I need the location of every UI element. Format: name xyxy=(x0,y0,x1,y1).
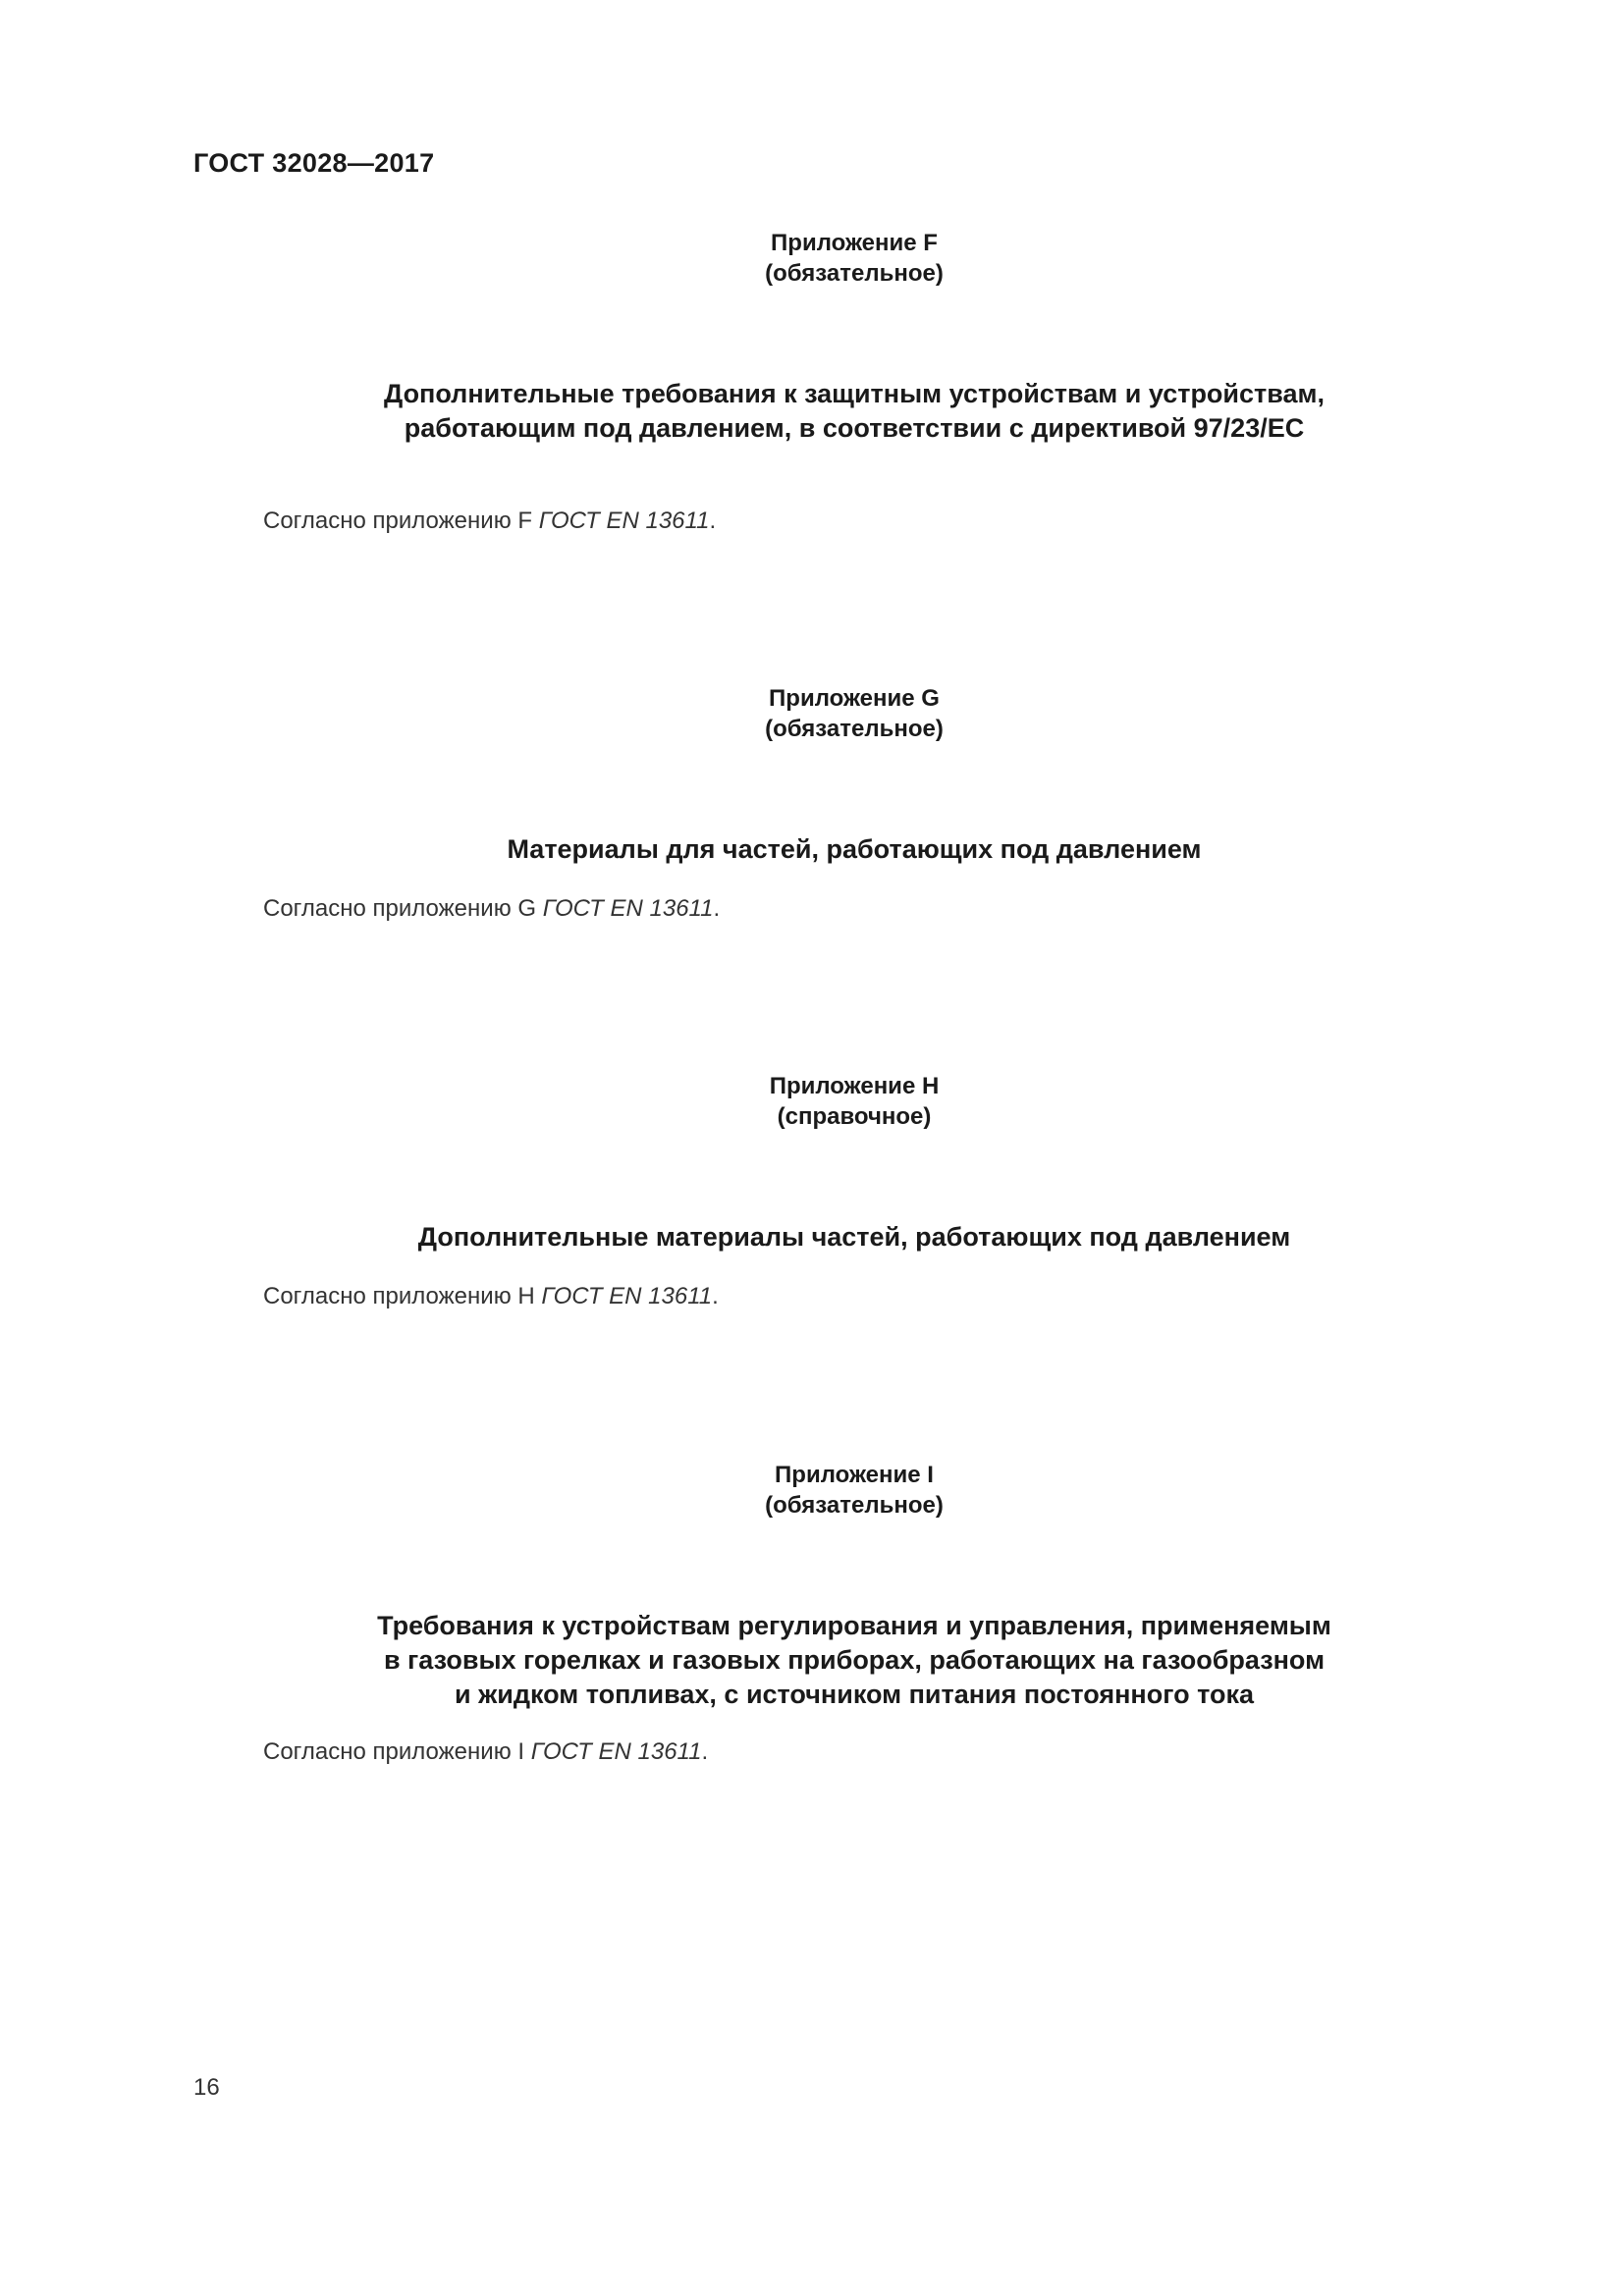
annex-f-header xyxy=(0,228,1624,289)
annex-body-suffix: . xyxy=(709,507,717,534)
annex-status: (обязательное) xyxy=(765,1492,944,1519)
annex-title-line: Требования к устройствам регулирования и управления, применяемым xyxy=(377,1611,1331,1640)
annex-h-title xyxy=(0,1220,1624,1255)
annex-status: (справочное) xyxy=(777,1103,932,1130)
annex-f-body xyxy=(263,507,716,536)
standard-reference: ГОСТ EN 13611 xyxy=(538,507,710,534)
annex-i-title xyxy=(0,1609,1624,1712)
annex-label: Приложение F xyxy=(771,230,938,256)
annex-title-line: работающим под давлением, в соответствии с директивой 97/23/ЕС xyxy=(404,413,1305,443)
standard-reference: ГОСТ EN 13611 xyxy=(541,1283,713,1309)
annex-body-text: Согласно приложению I xyxy=(263,1738,531,1765)
document-code: ГОСТ 32028—2017 xyxy=(193,148,435,178)
annex-title-line: Дополнительные материалы частей, работающих под давлением xyxy=(417,1222,1291,1252)
annex-h-header xyxy=(0,1071,1624,1132)
annex-g-body xyxy=(263,894,720,924)
annex-title-line: Материалы для частей, работающих под давлением xyxy=(507,834,1202,864)
annex-label: Приложение G xyxy=(769,685,940,712)
annex-i-header xyxy=(0,1460,1624,1521)
annex-f-title xyxy=(0,377,1624,446)
standard-reference: ГОСТ EN 13611 xyxy=(542,895,714,922)
annex-status: (обязательное) xyxy=(765,260,944,287)
annex-h-body xyxy=(263,1282,719,1311)
annex-label: Приложение H xyxy=(769,1073,940,1099)
annex-body-text: Согласно приложению H xyxy=(263,1283,542,1309)
annex-g-header xyxy=(0,683,1624,744)
annex-title-line: и жидком топливах, с источником питания постоянного тока xyxy=(454,1680,1255,1709)
annex-body-suffix: . xyxy=(701,1738,709,1765)
annex-label: Приложение I xyxy=(775,1462,934,1488)
annex-g-title xyxy=(0,832,1624,867)
standard-reference: ГОСТ EN 13611 xyxy=(530,1738,702,1765)
annex-status: (обязательное) xyxy=(765,716,944,742)
annex-body-text: Согласно приложению G xyxy=(263,895,543,922)
annex-body-text: Согласно приложению F xyxy=(263,507,539,534)
annex-body-suffix: . xyxy=(713,895,721,922)
annex-title-line: Дополнительные требования к защитным устройствам и устройствам, xyxy=(384,379,1325,408)
annex-i-body xyxy=(263,1737,708,1767)
annex-title-line: в газовых горелках и газовых приборах, работающих на газообразном xyxy=(383,1645,1326,1675)
page-number: 16 xyxy=(193,2074,220,2101)
annex-body-suffix: . xyxy=(712,1283,719,1309)
